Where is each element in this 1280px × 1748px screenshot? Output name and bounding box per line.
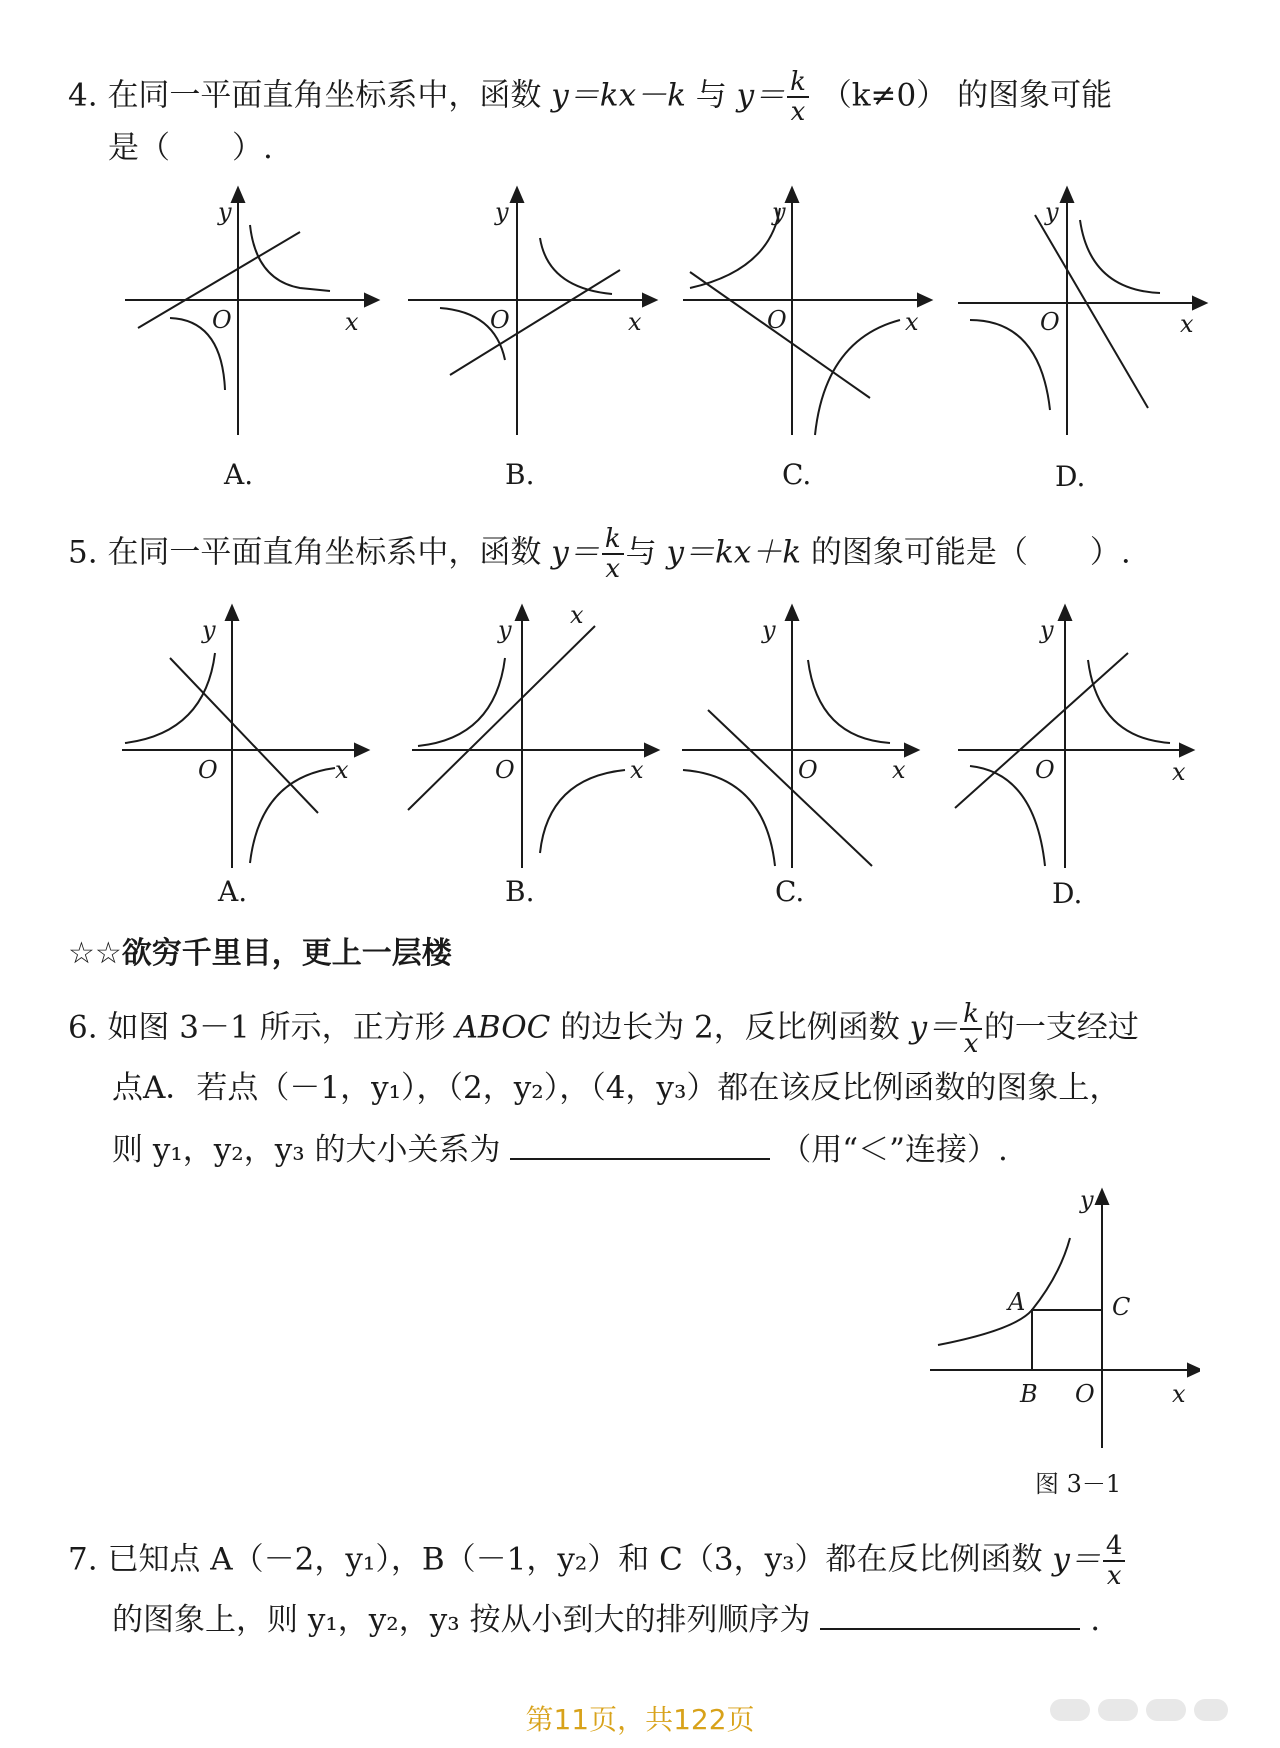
q4-eq2-fraction — [787, 68, 809, 126]
q4-b-o-label: O — [490, 306, 510, 334]
q5-d-x-label: x — [1172, 758, 1186, 786]
q5-option-c: C. — [775, 875, 805, 908]
q6-l1-d: 的一支经过 — [983, 1009, 1139, 1046]
q7-eq-fraction — [1103, 1532, 1126, 1590]
q6-eq-numerator: k — [960, 1000, 982, 1030]
q5-text-a: 在同一平面直角坐标系中，函数 — [107, 534, 542, 571]
toolbar-bar-icon-3[interactable] — [1146, 1699, 1186, 1721]
q5-b-y-label: y — [498, 616, 512, 644]
q6-fig-y-label: y — [1080, 1186, 1094, 1214]
q6-l1-c: 的边长为 2，反比例函数 — [560, 1009, 900, 1046]
q4-text-a: 在同一平面直角坐标系中，函数 — [107, 77, 542, 114]
q5-eq1-lhs: y＝ — [551, 534, 600, 571]
q5-d-y-label: y — [1040, 616, 1054, 644]
q7-number: 7. — [68, 1541, 98, 1578]
q6-l3-a: 则 y₁，y₂，y₃ 的大小关系为 — [112, 1132, 501, 1168]
q5-option-d: D. — [1052, 877, 1083, 910]
toolbar-icons — [1050, 1695, 1230, 1725]
q5-graph-b — [408, 606, 658, 868]
q6-figure — [920, 1180, 1200, 1460]
q4-text-b: 与 — [695, 77, 727, 114]
q4-graph-b — [408, 188, 656, 435]
q6-eq-fraction — [960, 1000, 982, 1058]
q6-l3-b: （用“＜”连接）. — [780, 1132, 1008, 1168]
q6-fig-a-label: A — [1008, 1288, 1026, 1316]
q5-d-o-label: O — [1035, 756, 1055, 784]
q6-figure-caption: 图 3－1 — [1035, 1470, 1122, 1498]
q6-fig-c-label: C — [1112, 1293, 1131, 1321]
q4-b-y-label: y — [495, 198, 509, 226]
q4-option-b: B. — [505, 458, 535, 491]
q6-line1 — [68, 1000, 1139, 1058]
q5-text-c: 的图象可能是（ ）. — [810, 534, 1131, 571]
q5-axis-labels — [198, 601, 1186, 786]
q4-condition: （k≠0） — [820, 77, 948, 114]
q4-eq1: y＝kx－k — [551, 77, 686, 114]
q5-c-x-label: x — [892, 756, 906, 784]
q6-answer-blank[interactable] — [510, 1128, 770, 1160]
q5-c-o-label: O — [798, 756, 818, 784]
q6-eq-lhs: y＝ — [909, 1009, 959, 1046]
q4-b-x-label: x — [628, 308, 642, 336]
toolbar-bar-icon-4[interactable] — [1194, 1699, 1228, 1721]
q5-eq2: y＝kx＋k — [666, 534, 802, 571]
q7-l2-a: 的图象上，则 y₁，y₂，y₃ 按从小到大的排列顺序为 — [112, 1602, 811, 1638]
q5-a-o-label: O — [198, 756, 218, 784]
q6-fig-x-label: x — [1172, 1380, 1186, 1408]
q4-a-y-label: y — [218, 198, 232, 226]
q5-eq1-fraction — [602, 525, 624, 583]
q5-option-a: A. — [218, 875, 248, 908]
q7-eq-lhs: y＝ — [1052, 1541, 1101, 1578]
q4-graphs — [0, 180, 1280, 480]
q5-number: 5. — [68, 534, 98, 571]
q7-line2 — [112, 1598, 1100, 1640]
q4-option-c: C. — [782, 458, 812, 491]
toolbar-bar-icon-1[interactable] — [1050, 1699, 1090, 1721]
q5-b-o-label: O — [495, 756, 515, 784]
q4-text-c: 的图象可能 — [957, 77, 1113, 114]
q5-b-x-label: x — [630, 756, 644, 784]
q5-graphs — [0, 598, 1280, 888]
q7-l2-b: . — [1090, 1602, 1101, 1638]
q5-line1 — [68, 525, 1131, 583]
q4-graph-d — [958, 188, 1206, 435]
q4-option-a: A. — [224, 458, 254, 491]
q6-eq-denominator: x — [963, 1029, 979, 1059]
toolbar-bar-icon-2[interactable] — [1098, 1699, 1138, 1721]
q4-line1 — [68, 68, 1112, 126]
q5-option-b: B. — [505, 875, 535, 908]
q4-a-x-label: x — [345, 308, 359, 336]
q5-b-extra-label: x — [570, 601, 584, 629]
q4-line2: 是（ ）. — [108, 130, 273, 166]
q4-a-o-label: O — [212, 306, 232, 334]
q5-graph-d — [955, 606, 1193, 868]
q6-l1-b: ABOC — [455, 1009, 551, 1046]
q5-eq1-numerator: k — [602, 525, 624, 555]
q4-option-d: D. — [1055, 460, 1086, 493]
q4-c-o-label: O — [767, 306, 787, 334]
q4-graph-a — [125, 188, 378, 435]
q6-number: 6. — [68, 1009, 98, 1046]
q5-a-y-label: y — [202, 616, 216, 644]
q7-eq-numerator: 4 — [1103, 1532, 1126, 1562]
q5-c-y-label: y — [762, 616, 776, 644]
q4-c-x-label: x — [905, 308, 919, 336]
q6-l1-a: 如图 3－1 所示，正方形 — [107, 1009, 446, 1046]
q7-l1: 已知点 A（－2，y₁），B（－1，y₂）和 C（3，y₃）都在反比例函数 — [107, 1541, 1043, 1578]
q4-number: 4. — [68, 77, 98, 114]
q5-graph-a — [122, 606, 368, 868]
q6-fig-b-label: B — [1020, 1380, 1038, 1408]
q7-answer-blank[interactable] — [820, 1598, 1080, 1630]
page-footer: 第11页，共122页 — [525, 1703, 755, 1736]
q4-d-x-label: x — [1180, 310, 1194, 338]
q6-line2: 点A．若点（－1，y₁），（2，y₂），（4，y₃）都在该反比例函数的图象上， — [112, 1070, 1121, 1106]
q6-line3 — [112, 1128, 1008, 1170]
q4-c-y-label: y — [772, 198, 786, 226]
q4-d-o-label: O — [1040, 308, 1060, 336]
q5-graph-c — [682, 606, 918, 868]
q7-eq-denominator: x — [1106, 1561, 1122, 1591]
q5-eq1-denominator: x — [605, 554, 621, 584]
q4-eq2-lhs: y＝ — [736, 77, 786, 114]
q4-eq2-numerator: k — [787, 68, 809, 98]
section-heading: ☆☆欲穷千里目，更上一层楼 — [68, 936, 452, 971]
q4-eq2-denominator: x — [790, 97, 806, 127]
q4-graph-c — [683, 188, 931, 435]
q6-fig-o-label: O — [1075, 1380, 1095, 1408]
q5-text-b: 与 — [625, 534, 657, 571]
q7-line1 — [68, 1532, 1127, 1590]
q5-a-x-label: x — [335, 756, 349, 784]
q4-axis-labels — [212, 198, 1194, 338]
q4-d-y-label: y — [1045, 198, 1059, 226]
